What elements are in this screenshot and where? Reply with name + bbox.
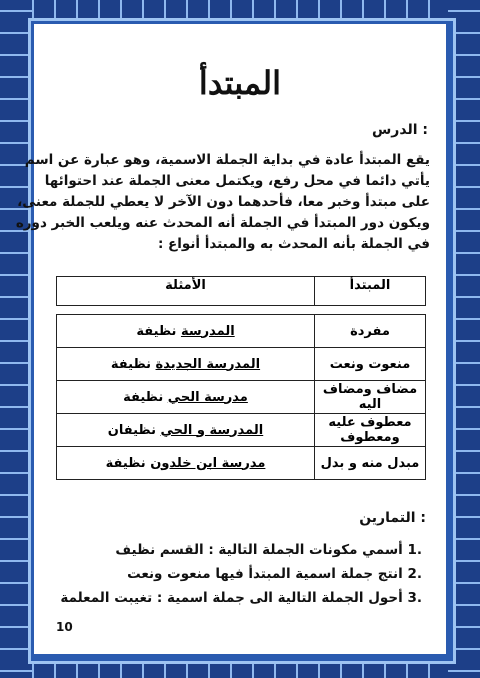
lesson-label: الدرس : [371, 122, 428, 138]
table-row [57, 348, 426, 381]
row-type: مضاف ومضاف اليه [315, 381, 426, 414]
lesson-paragraph [15, 150, 430, 255]
table-row [57, 447, 426, 480]
table-row [57, 315, 426, 348]
row-type: منعوت ونعت [315, 348, 426, 381]
row-type: معطوف عليه ومعطوف [315, 414, 426, 447]
page-number: 10 [56, 620, 73, 634]
table-row [57, 414, 426, 447]
paragraph-line: يأتي دائما في محل رفع، ويكتمل معنى الجملة عند احتوائها [44, 173, 430, 189]
paragraph-line: ويكون دور المبتدأ في الجملة أنه المحدث عنه ويلعب الخبر دوره [15, 215, 430, 231]
example-subject: المدرسة الجديدة [155, 356, 261, 372]
example-predicate: نظيفة [123, 389, 168, 405]
exercise-item [115, 542, 422, 558]
paragraph-line: يقع المبتدأ عادة في بداية الجملة الاسمية، وهو عبارة عن اسم [24, 152, 430, 168]
example-subject: المدرسة [180, 323, 235, 339]
table-header [56, 276, 426, 306]
example-subject: مدرسة ابن خلدون [150, 455, 266, 471]
example-predicate: نظيفة [110, 356, 156, 372]
frame-top-border [0, 0, 480, 20]
example-predicate: نظيفة [105, 455, 151, 471]
row-type: مبدل منه و بدل [315, 447, 426, 480]
row-example [57, 315, 315, 348]
page-title: المبتدأ [198, 64, 282, 102]
example-subject: المدرسة و الحي [160, 422, 264, 438]
exercise-text: أحول الجملة التالية الى جملة اسمية : تغيبت المعلمة [60, 590, 403, 606]
exercise-item [60, 590, 422, 606]
exercise-text: انتج جملة اسمية المبتدأ فيها منعوت ونعت [127, 566, 403, 582]
exercise-number: .1 [407, 542, 422, 558]
table-row [57, 381, 426, 414]
exercise-item [127, 566, 422, 582]
exercise-number: .2 [407, 566, 422, 582]
worksheet-page [15, 24, 446, 654]
row-example [57, 381, 315, 414]
paragraph-line: في الجملة بأنه المحدث به والمبتدأ أنواع : [157, 236, 430, 252]
paragraph-line: على مبتدأ وخبر معا، فأحدهما دون الآخر لا يعطي للجملة معنى، [17, 194, 430, 210]
exercise-text: أسمي مكونات الجملة التالية : القسم نظيف [115, 542, 403, 558]
row-type: مفردة [315, 315, 426, 348]
examples-table [56, 314, 426, 480]
row-example [57, 447, 315, 480]
example-predicate: نظيفان [107, 422, 161, 438]
header-type: المبتدأ [315, 277, 426, 306]
row-example [57, 348, 315, 381]
example-predicate: نظيفة [136, 323, 181, 339]
example-subject: مدرسة الحي [167, 389, 248, 405]
exercises-label: التمارين : [359, 510, 426, 526]
exercise-number: .3 [407, 590, 422, 606]
header-examples: الأمثلة [57, 277, 315, 306]
row-example [57, 414, 315, 447]
